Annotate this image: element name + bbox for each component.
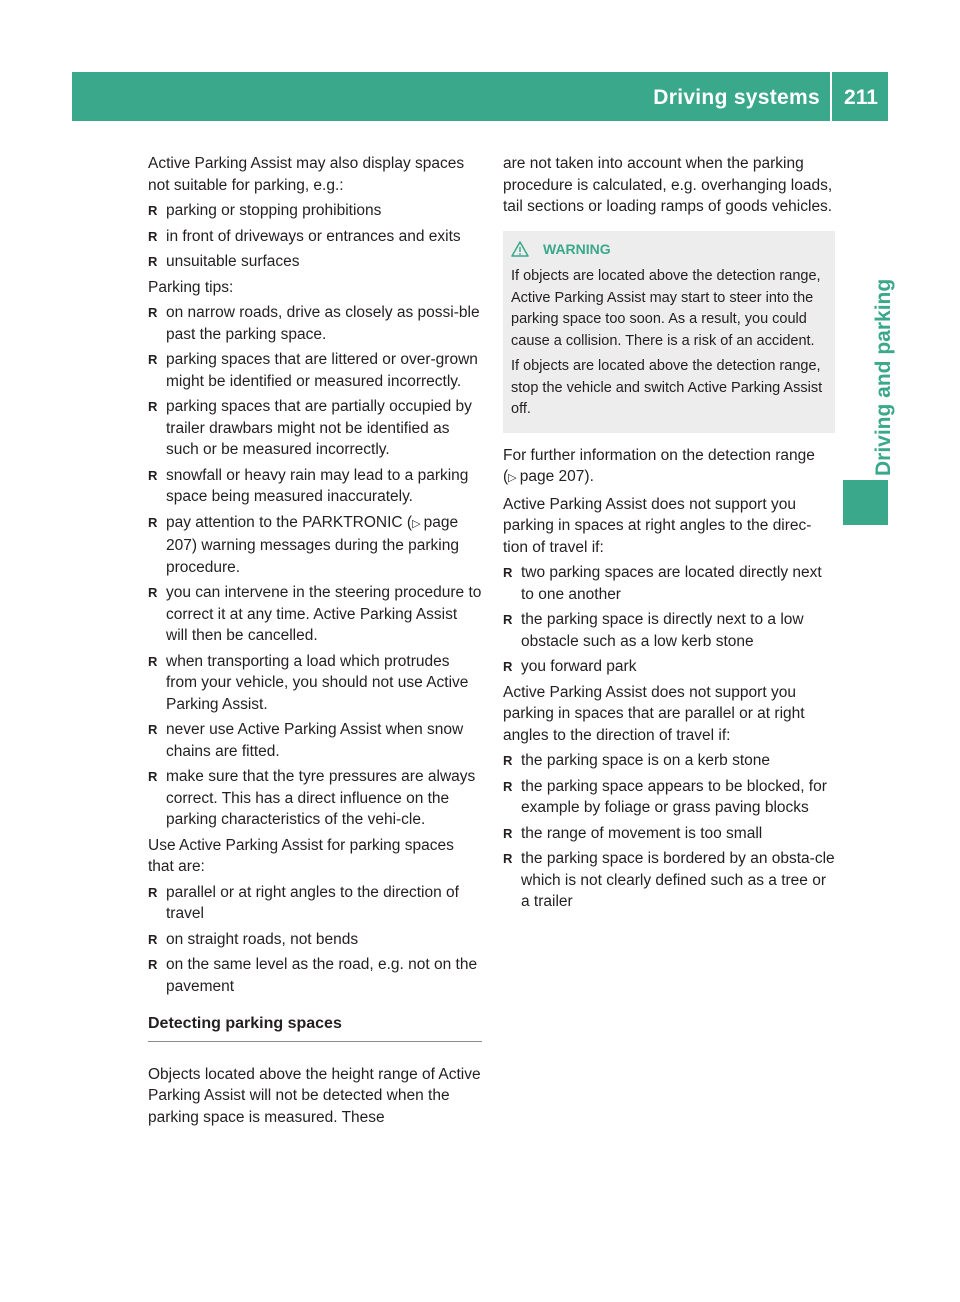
list-item: R two parking spaces are located directly next to one another: [503, 562, 835, 605]
list-item: R snowfall or heavy rain may lead to a parking space being measured inaccurately.: [148, 465, 482, 508]
warning-label: WARNING: [543, 240, 611, 257]
continued-text: are not taken into account when the parking procedure is calculated, e.g. overhanging loads, tail sections or loading ramps of goods vehicles.: [503, 155, 833, 215]
further-info-text: [503, 445, 835, 490]
page-ref-arrow-icon: ▷: [412, 517, 421, 530]
warning-text: If objects are located above the detection range, stop the vehicle and switch Active Parking Assist off.: [511, 358, 823, 417]
page-ref-arrow-icon: ▷: [508, 472, 517, 484]
list-item: R parking spaces that are littered or over-grown might be identified or measured incorrectly.: [148, 349, 482, 392]
list-item: R you forward park: [503, 656, 835, 678]
list-item: R never use Active Parking Assist when snow chains are fitted.: [148, 719, 482, 762]
left-column: [148, 153, 482, 1132]
list-item-parktronic: [148, 512, 482, 579]
list-item: R parking or stopping prohibitions: [148, 200, 482, 222]
intro-text: Active Parking Assist may also display spaces not suitable for parking, e.g.:: [148, 155, 465, 194]
list-item: R in front of driveways or entrances and exits: [148, 226, 482, 248]
parallel-intro: Active Parking Assist does not support you parking in spaces that are parallel or at right angles to the direction of travel if:: [503, 683, 805, 744]
tips-label: Parking tips:: [148, 278, 234, 296]
header-divider: [830, 72, 832, 121]
warning-text: If objects are located above the detection range, Active Parking Assist may start to steer into the parking space too soon. As a result, you could cause a collision. There is a risk of an accident.: [511, 268, 821, 349]
section-heading: Detecting parking spaces: [148, 1013, 482, 1042]
list-item: R the parking space is bordered by an obsta-cle which is not clearly defined such as a tree or a trailer: [503, 848, 835, 913]
warning-header: [511, 239, 827, 261]
list-item: R make sure that the tyre pressures are always correct. This has a direct influence on the parking characteristics of the vehi-cle.: [148, 766, 482, 831]
list-item: R the parking space appears to be blocked, for example by foliage or grass paving blocks: [503, 776, 835, 819]
side-tab-label: Driving and parking: [872, 278, 895, 476]
page-reference-link[interactable]: page 207: [519, 468, 585, 485]
list-item: R on the same level as the road, e.g. not on the pavement: [148, 954, 482, 997]
header-bar: [72, 72, 888, 121]
further-text-post: ).: [584, 468, 594, 485]
list-item: R on straight roads, not bends: [148, 929, 482, 951]
use-intro: Use Active Parking Assist for parking spaces that are:: [148, 836, 454, 875]
right-angle-list: [503, 562, 835, 678]
list-item: R unsuitable surfaces: [148, 251, 482, 273]
unsuitable-list: [148, 200, 482, 273]
parktronic-text-post: ) warning messages during the parking procedure.: [166, 537, 459, 576]
list-item: R parking spaces that are partially occupied by trailer drawbars might not be identified as such or be measured incorrectly.: [148, 396, 482, 461]
tips-list: [148, 302, 482, 831]
further-text-pre: For further information on the detection range (: [503, 446, 815, 485]
parktronic-text-pre: pay attention to the PARKTRONIC (: [166, 513, 413, 531]
parallel-list: [503, 750, 835, 913]
use-list: [148, 882, 482, 998]
list-item: R you can intervene in the steering procedure to correct it at any time. Active Parking Assist will then be cancelled.: [148, 582, 482, 647]
list-item: R on narrow roads, drive as closely as possi-ble past the parking space.: [148, 302, 482, 345]
list-item: R the parking space is directly next to a low obstacle such as a low kerb stone: [503, 609, 835, 652]
right-column: [503, 153, 835, 917]
page-reference-link[interactable]: page 207: [166, 513, 459, 554]
list-item: R parallel or at right angles to the direction of travel: [148, 882, 482, 925]
list-item: R the range of movement is too small: [503, 823, 835, 845]
side-tab-marker: [843, 480, 888, 525]
right-angle-intro: Active Parking Assist does not support you parking in spaces at right angles to the direc-tion of travel if:: [503, 495, 812, 556]
page-number: 211: [844, 86, 878, 109]
list-item: R the parking space is on a kerb stone: [503, 750, 835, 772]
warning-triangle-icon: [511, 241, 529, 257]
warning-box: [503, 231, 835, 433]
section-text: Objects located above the height range of Active Parking Assist will not be detected when the parking space is measured. These: [148, 1065, 481, 1126]
page-section-title: Driving systems: [653, 86, 820, 109]
list-item: R when transporting a load which protrudes from your vehicle, you should not use Active Parking Assist.: [148, 651, 482, 716]
